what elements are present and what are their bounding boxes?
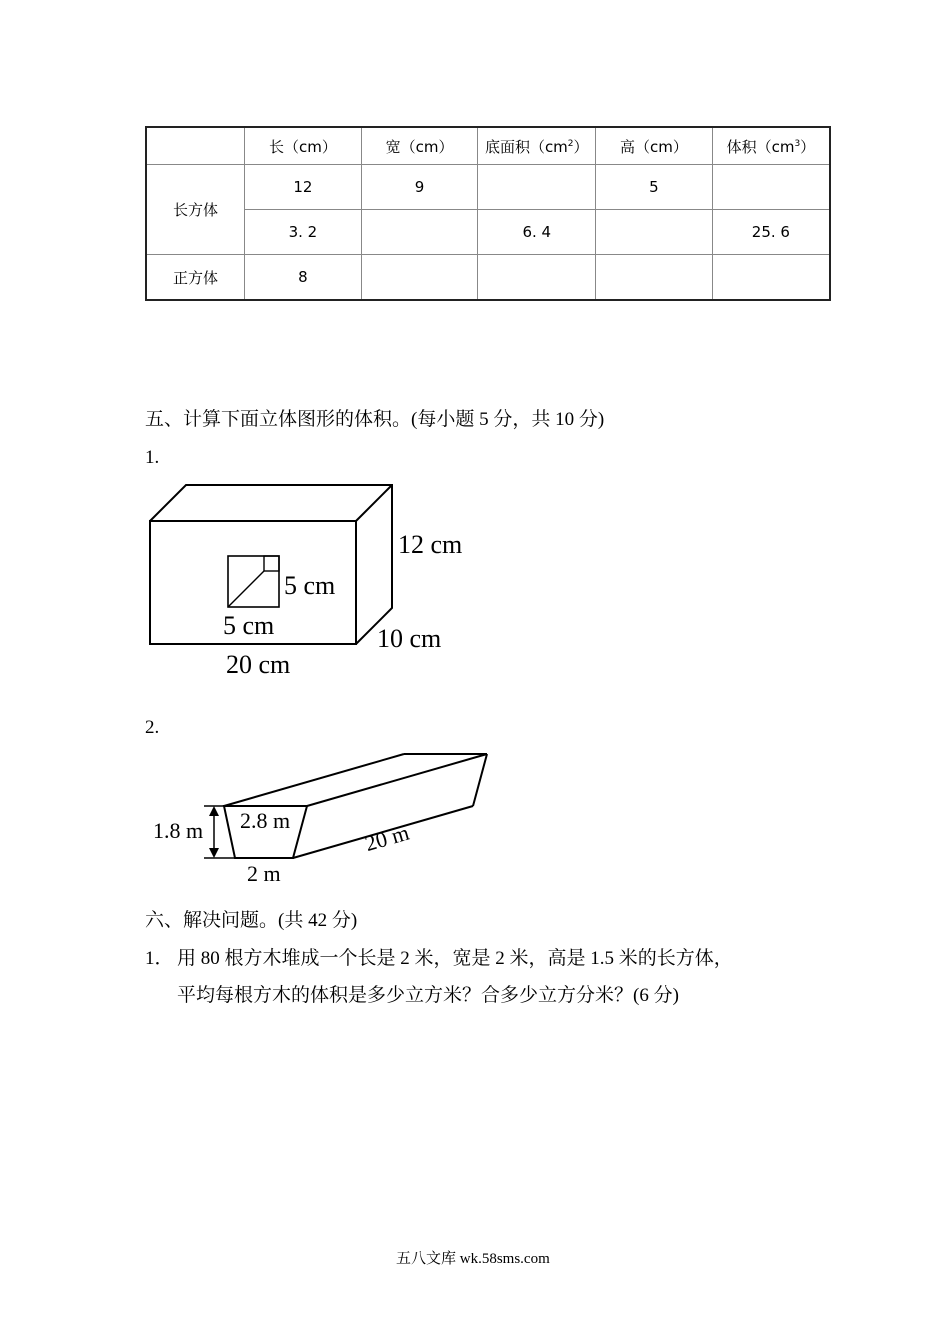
q1-number: 1. <box>145 447 160 468</box>
s6-q1-line1: 用 80 根方木堆成一个长是 2 米，宽是 2 米，高是 1.5 米的长方体， <box>177 948 733 969</box>
table-cell: 6. 4 <box>478 210 596 255</box>
label-12cm: 12 cm <box>398 530 463 559</box>
q2-number: 2. <box>145 717 160 738</box>
header-length: 长（cm） <box>245 127 362 165</box>
table-cell: 3. 2 <box>245 210 362 255</box>
prism-top-left-edge <box>224 754 404 806</box>
prism-top-right-edge <box>307 754 487 806</box>
label-10cm: 10 cm <box>377 624 442 653</box>
s6-q1-number: 1． <box>145 948 174 969</box>
prism-back-side-edge <box>473 754 487 806</box>
row-label-cube: 正方体 <box>146 255 245 301</box>
label-20m: 20 m <box>362 819 412 857</box>
arrow-down-icon <box>209 848 219 858</box>
row-label-cuboid: 长方体 <box>146 165 245 255</box>
label-20cm: 20 cm <box>226 650 291 679</box>
table-cell: 12 <box>245 165 362 210</box>
s6-q1-line2: 平均每根方木的体积是多少立方米？合多少立方分米？(6 分) <box>177 985 679 1006</box>
label-5cm-bottom: 5 cm <box>223 611 275 640</box>
header-width: 宽（cm） <box>361 127 478 165</box>
footer: 五八文库 wk.58sms.com <box>396 1251 550 1267</box>
header-height: 高（cm） <box>596 127 713 165</box>
arrow-up-icon <box>209 806 219 816</box>
label-2m: 2 m <box>247 861 281 886</box>
label-5cm-side: 5 cm <box>284 571 336 600</box>
section5-title: 五、计算下面立体图形的体积。(每小题 5 分，共 10 分) <box>145 409 605 430</box>
table-cell: 9 <box>361 165 478 210</box>
label-2-8m: 2.8 m <box>240 808 291 833</box>
table-cell: 25. 6 <box>712 210 830 255</box>
header-volume: 体积$(cm^3)$ <box>712 127 830 165</box>
label-1-8m: 1.8 m <box>153 818 204 843</box>
header-base-area: 底面积$(cm^2)$ <box>478 127 596 165</box>
table-cell: 8 <box>245 255 362 301</box>
table-cell: 5 <box>596 165 713 210</box>
section6-title: 六、解决问题。(共 42 分) <box>145 910 358 931</box>
